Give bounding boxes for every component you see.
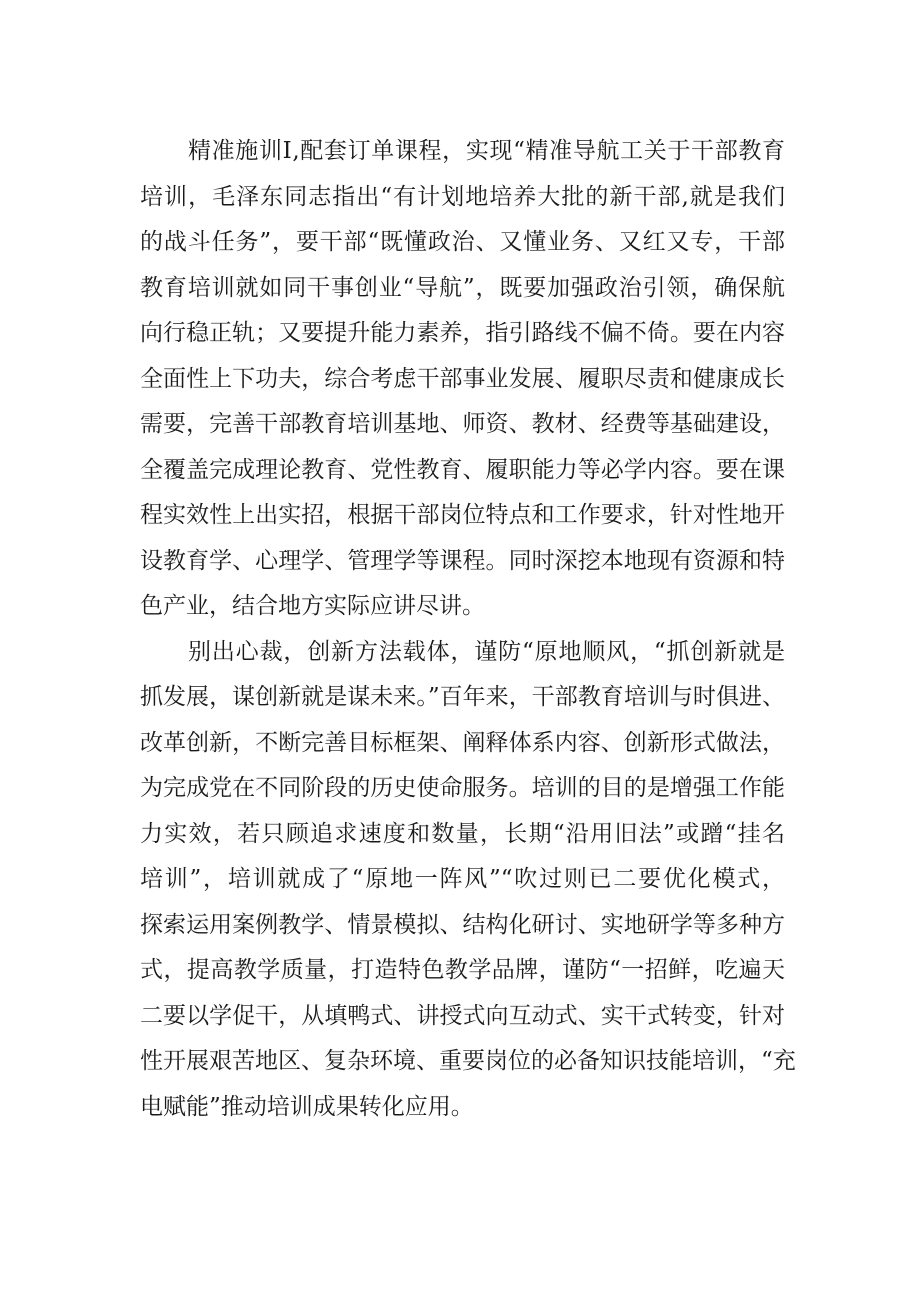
paragraph-line: 色产业，结合地方实际应讲尽讲。 [140,593,485,619]
paragraph-line: 的战斗任务”，要干部“既懂政治、又懂业务、又红又专，干部 [140,229,785,255]
paragraph-line: 力实效，若只顾追求速度和数量，长期“沿用旧法”或蹭“挂名 [140,820,785,847]
paragraph-line: 改革创新，不断完善目标框架、阐释体系内容、创新形式做法， [140,729,785,756]
paragraph-line: 为完成党在不同阶段的历史使命服务。培训的目的是增强工作能 [140,775,785,801]
paragraph-line: 教育培训就如同干事创业“导航”，既要加强政治引领，确保航 [140,274,785,301]
paragraph-line: 向行稳正轨；又要提升能力素养，指引路线不偏不倚。要在内容 [140,320,785,346]
paragraph-line: 探索运用案例教学、情景模拟、结构化研讨、实地研学等多种方 [140,911,785,938]
paragraph-line: 全面性上下功夫，综合考虑干部事业发展、履职尽责和健康成长 [140,365,785,392]
paragraph-line: 培训”，培训就成了“原地一阵风”“吹过则已二要优化模式， [140,866,785,892]
document-body [140,129,796,1130]
paragraph-line: 式，提高教学质量，打造特色教学品牌，谨防“一招鲜，吃遍天 [140,957,785,983]
paragraph-line: 全覆盖完成理论教育、党性教育、履职能力等必学内容。要在课 [140,456,785,483]
paragraph-line: 培训，毛泽东同志指出“有计划地培养大批的新干部,就是我们 [140,183,785,210]
paragraph-line: 需要，完善干部教育培训基地、师资、教材、经费等基础建设， [140,411,785,437]
paragraph-line: 二要以学促干，从填鸭式、讲授式向互动式、实干式转变，针对 [140,1002,785,1029]
paragraph-line: 设教育学、心理学、管理学等课程。同时深挖本地现有资源和特 [140,547,785,574]
paragraph-line: 抓发展，谋创新就是谋未来。”百年来，干部教育培训与时俱进、 [140,684,785,710]
paragraph-2 [140,630,796,1131]
paragraph-line: 程实效性上出实招，根据干部岗位特点和工作要求，针对性地开 [140,502,785,528]
paragraph-line: 性开展艰苦地区、复杂环境、重要岗位的必备知识技能培训，“充 [140,1048,796,1074]
paragraph-line: 别出心裁，创新方法载体，谨防“原地顺风，“抓创新就是 [188,638,785,665]
paragraph-line: 电赋能”推动培训成果转化应用。 [140,1093,474,1120]
paragraph-1 [140,129,785,630]
paragraph-line: 精准施训Ⅰ,配套订单课程，实现“精准导航工关于干部教育 [188,138,785,164]
